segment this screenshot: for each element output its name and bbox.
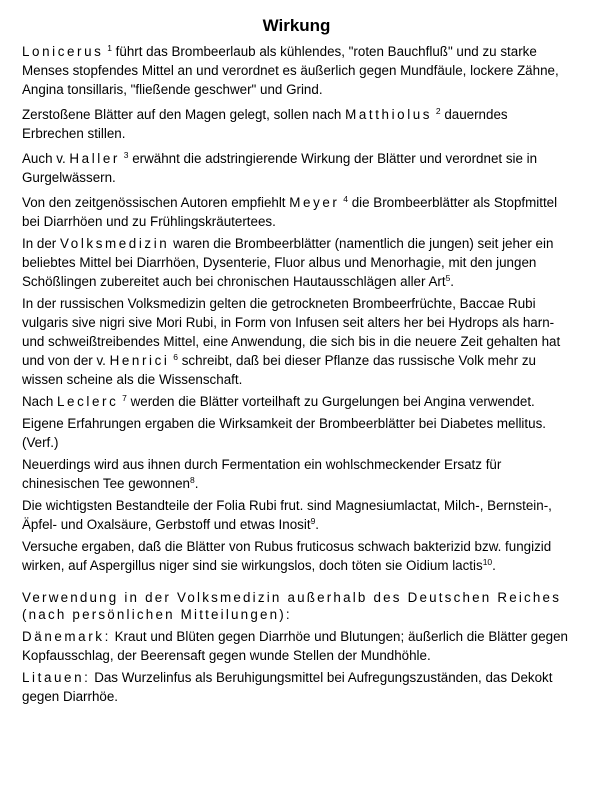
paragraph-text: erwähnt die adstringierende Wirkung der Blätter und verordnet sie in Gurgelwässern. — [22, 151, 538, 185]
author-name: Matthiolus — [345, 107, 433, 122]
footnote-ref: 10 — [482, 557, 493, 567]
paragraph-volksmedizin — [22, 234, 570, 291]
paragraph-text: Nach — [22, 394, 54, 409]
paragraph-text: In der russischen Volksmedizin gelten die getrockneten Brombeerfrüchte, Baccae Rubi vulgaris sive nigri sive Mori Rubi, in Form von Infusen seit alters her bei Hydrops als harn- und schweißtreibendes Mittel, eine Anwendung, die sich bis in die neuere Zeit gehalten hat und von der v. — [22, 296, 561, 368]
footnote-ref: 6 — [173, 352, 178, 362]
country-entry-denmark — [22, 627, 570, 665]
country-name: Litauen: — [22, 670, 91, 685]
author-name: Leclerc — [57, 394, 119, 409]
paragraph-text: Neuerdings wird aus ihnen durch Fermentation ein wohlschmeckender Ersatz für chinesischen Tee gewonnen — [22, 457, 502, 491]
paragraph-text: die Brombeerblätter als Stopfmittel bei Diarrhöen und zu Frühlingskräutertees. — [22, 195, 558, 229]
paragraph-own-experience — [22, 414, 570, 452]
footnote-ref: 4 — [343, 194, 348, 204]
footnote-ref: 1 — [107, 43, 112, 53]
paragraph-end: . — [315, 517, 320, 532]
paragraph-haller — [22, 149, 570, 187]
paragraph-constituents — [22, 496, 570, 534]
paragraph-meyer — [22, 193, 570, 231]
paragraph-matthiolus — [22, 105, 570, 143]
paragraph-text: Versuche ergaben, daß die Blätter von Rubus fruticosus schwach bakterizid bzw. fungizid wirken, auf Aspergillus niger sind sie wirkungslos, doch töten sie Oidium lactis — [22, 539, 552, 573]
paragraph-text: Von den zeitgenössischen Autoren empfiehlt — [22, 195, 286, 210]
footnote-ref: 8 — [190, 475, 195, 485]
paragraph-text: führt das Brombeerlaub als kühlendes, "roten Bauchfluß" und zu starke Menses stopfendes Mittel an und verordnet es äußerlich gegen Mundfäule, lockere Zähne, Angina tonsillaris, "fließende geschwer" und Grind. — [22, 44, 559, 97]
paragraph-leclerc — [22, 392, 570, 411]
paragraph-text: Zerstoßene Blätter auf den Magen gelegt, sollen nach — [22, 107, 342, 122]
author-name: Henrici — [109, 353, 170, 368]
emphasized-term: Volksmedizin — [59, 236, 170, 251]
footnote-ref: 7 — [122, 393, 127, 403]
paragraph-text: Auch v. — [22, 151, 66, 166]
country-name: Dänemark: — [22, 629, 111, 644]
paragraph-end: . — [450, 274, 455, 289]
section-heading: Verwendung in der Volksmedizin außerhalb des Deutschen Reiches (nach persönlichen Mitteilungen): — [22, 590, 562, 622]
paragraph-text: Die wichtigsten Bestandteile der Folia Rubi frut. sind Magnesiumlactat, Milch-, Bernstein-, Äpfel- und Oxalsäure, Gerbstoff und etwas Inosit — [22, 498, 552, 532]
footnote-ref: 5 — [445, 273, 451, 283]
country-text: Das Wurzelinfus als Beruhigungsmittel bei Aufregungszuständen, das Dekokt gegen Diarrhöe. — [22, 670, 553, 704]
page-title: Wirkung — [262, 16, 331, 35]
footnote-ref: 2 — [435, 106, 441, 116]
document-body — [22, 42, 570, 706]
paragraph-text: werden die Blätter vorteilhaft zu Gurgelungen bei Angina verwendet. — [130, 394, 535, 409]
paragraph-lonicerus — [22, 42, 570, 99]
author-name: Meyer — [289, 195, 340, 210]
paragraph-text: waren die Brombeerblätter (namentlich die jungen) seit jeher ein beliebtes Mittel bei Diarrhöen, Dysenterie, Fluor albus und Menorhagie, mit den jungen Schößlingen zubereitet auch bei chronischen Hautausschlägen aller Art — [22, 236, 554, 289]
paragraph-text: schreibt, daß bei dieser Pflanze das russische Volk mehr zu wissen scheine als die Wissenschaft. — [22, 353, 536, 387]
author-name: Lonicerus — [22, 44, 104, 59]
paragraph-end: . — [492, 558, 496, 573]
paragraph-henrici — [22, 294, 570, 389]
footnote-ref: 9 — [310, 516, 316, 526]
country-text: Kraut und Blüten gegen Diarrhöe und Blutungen; äußerlich die Blätter gegen Kopfausschlag, der Beerensaft gegen wunde Stellen der Mundhöhle. — [22, 629, 568, 663]
paragraph-fermentation — [22, 455, 570, 493]
paragraph-experiments — [22, 537, 570, 575]
paragraph-text: dauerndes Erbrechen stillen. — [22, 107, 508, 141]
paragraph-text: In der — [22, 236, 57, 251]
footnote-ref: 3 — [123, 150, 129, 160]
paragraph-end: . — [194, 476, 199, 491]
paragraph-text: Eigene Erfahrungen ergaben die Wirksamkeit der Brombeerblätter bei Diabetes mellitus. (Verf.) — [22, 416, 546, 450]
country-entry-lithuania — [22, 668, 570, 706]
author-name: Haller — [69, 151, 120, 166]
